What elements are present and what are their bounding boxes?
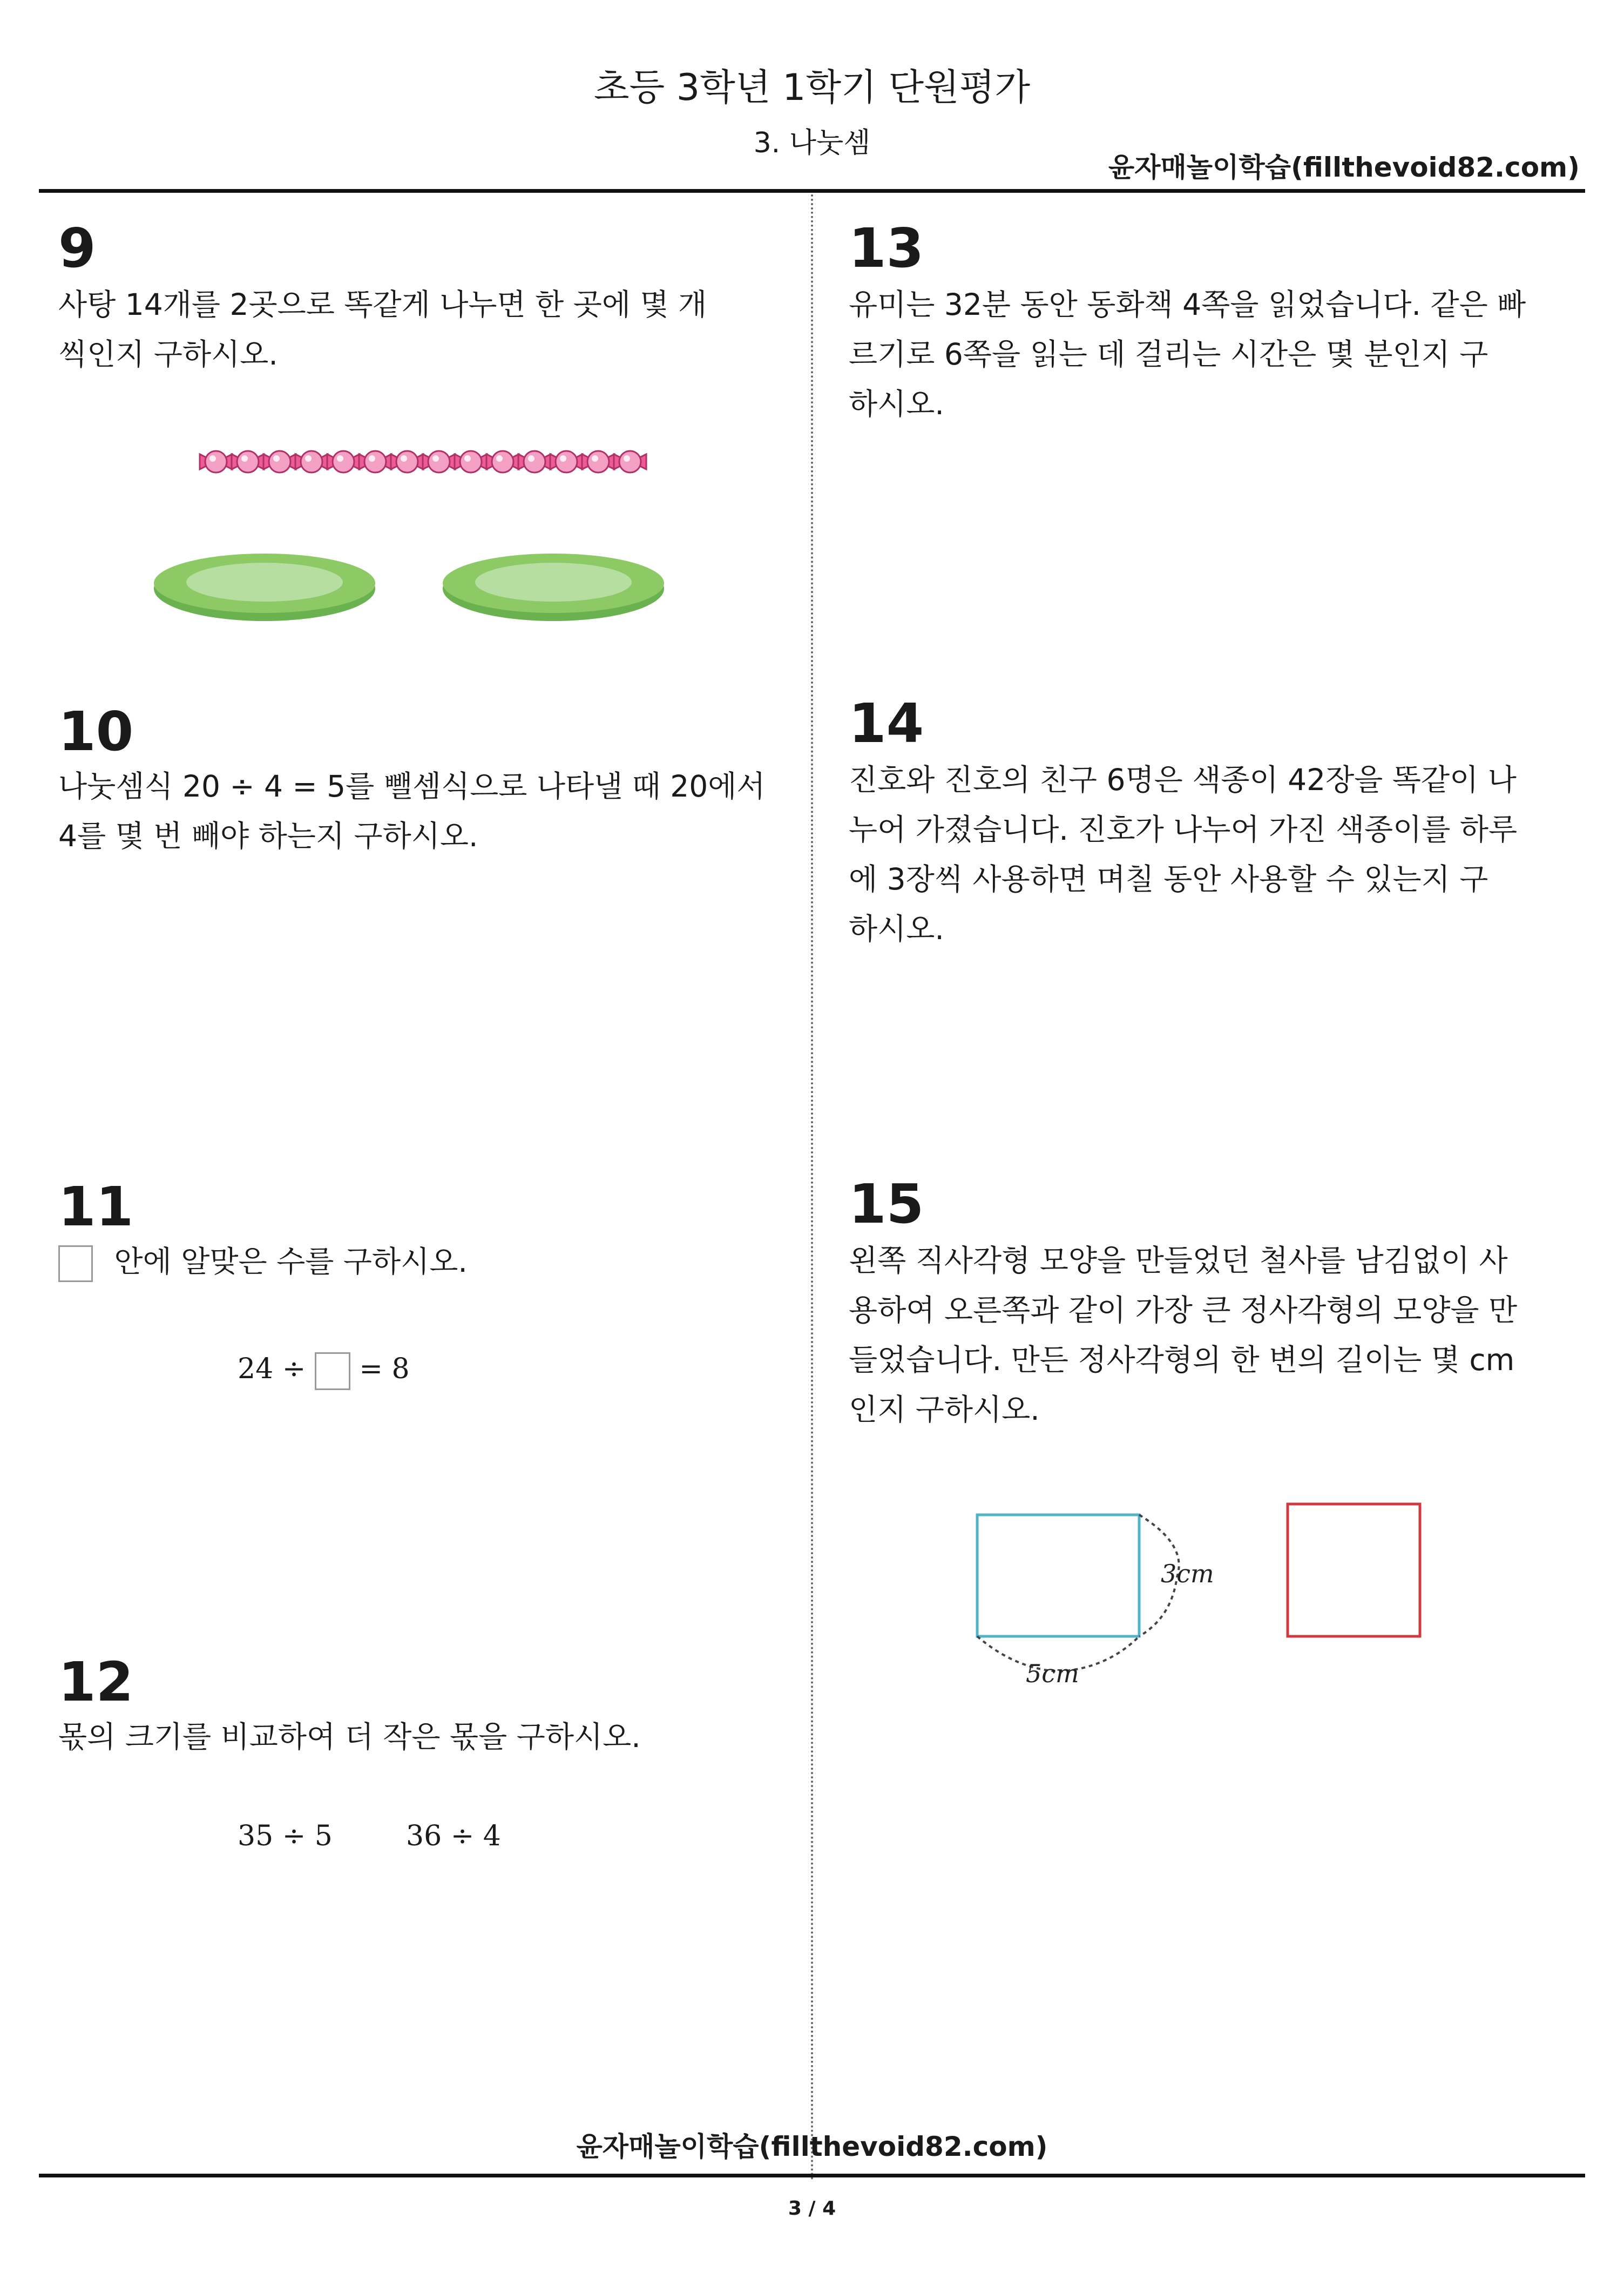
footer-rule	[39, 2174, 1585, 2177]
question-10-line: 4를 몇 번 빼야 하는지 구하시오.	[58, 819, 478, 853]
site-credit-bottom: 윤자매놀이학습(fillthevoid82.com)	[576, 2131, 1048, 2162]
plate-icon	[154, 554, 375, 621]
header-rule	[39, 189, 1585, 193]
question-15-line: 인지 구하시오.	[849, 1392, 1040, 1427]
question-10-line: 나눗셈식 20 ÷ 4 = 5를 뺄셈식으로 나타낼 때 20에서	[58, 769, 766, 804]
expression-a: 35 ÷ 5	[238, 1820, 333, 1852]
rectangle-square-figure	[961, 1491, 1447, 1707]
rectangle-shape	[977, 1515, 1139, 1636]
question-11-text	[58, 1237, 768, 1286]
question-9-text	[58, 280, 768, 379]
candy-icon	[486, 451, 519, 473]
question-number-13: 13	[849, 217, 924, 280]
question-14-line: 진호와 진호의 친구 6명은 색종이 42장을 똑같이 나	[849, 763, 1517, 797]
candy-icon	[423, 451, 455, 473]
plate-icon	[443, 554, 664, 621]
question-14-line: 누어 가졌습니다. 진호가 나누어 가진 색종이를 하루	[849, 812, 1518, 847]
question-9-line: 사탕 14개를 2곳으로 똑같게 나누면 한 곳에 몇 개	[58, 287, 707, 322]
candy-icon	[359, 451, 391, 473]
question-14-text	[849, 755, 1559, 954]
page-title: 초등 3학년 1학기 단원평가	[593, 66, 1031, 109]
question-15-line: 왼쪽 직사각형 모양을 만들었던 철사를 남김없이 사	[849, 1243, 1508, 1278]
expression-right: = 8	[359, 1353, 410, 1385]
answer-box-icon	[58, 1245, 93, 1282]
question-13-line: 하시오.	[849, 387, 944, 421]
question-15-line: 용하여 오른쪽과 같이 가장 큰 정사각형의 모양을 만	[849, 1293, 1518, 1327]
plates	[151, 545, 680, 626]
candy-icon	[550, 451, 583, 473]
question-13-line: 유미는 32분 동안 동화책 4쪽을 읽었습니다. 같은 빠	[849, 287, 1526, 322]
candy-icon	[200, 451, 232, 473]
square-shape	[1288, 1504, 1420, 1636]
candy-row	[194, 437, 659, 486]
answer-box-icon	[315, 1352, 350, 1390]
question-number-11: 11	[58, 1175, 134, 1238]
question-15-text	[849, 1236, 1559, 1434]
question-14-line: 하시오.	[849, 912, 944, 946]
site-credit-top: 윤자매놀이학습(fillthevoid82.com)	[1108, 152, 1580, 183]
question-number-14: 14	[849, 692, 924, 755]
question-15-line: 들었습니다. 만든 정사각형의 한 변의 길이는 몇 cm	[849, 1343, 1515, 1377]
column-divider	[811, 194, 813, 2182]
expression-b: 36 ÷ 4	[406, 1820, 501, 1852]
question-number-9: 9	[58, 217, 96, 280]
candy-icon	[518, 451, 551, 473]
question-11-line: 안에 알맞은 수를 구하시오.	[114, 1244, 468, 1279]
candy-icon	[295, 451, 328, 473]
question-13-text	[849, 280, 1559, 429]
question-number-12: 12	[58, 1650, 134, 1714]
page-number: 3 / 4	[788, 2197, 836, 2220]
question-12-text	[58, 1712, 768, 1762]
question-13-line: 르기로 6쪽을 읽는 데 걸리는 시간은 몇 분인지 구	[849, 337, 1488, 372]
question-9-line: 씩인지 구하시오.	[58, 337, 278, 372]
candy-icon	[232, 451, 264, 473]
candy-icon	[582, 451, 614, 473]
candy-icon	[391, 451, 423, 473]
height-label: 3cm	[1161, 1559, 1214, 1588]
question-12-line: 몫의 크기를 비교하여 더 작은 몫을 구하시오.	[58, 1719, 641, 1754]
question-11-expression	[238, 1350, 410, 1390]
question-number-10: 10	[58, 700, 134, 763]
unit-subtitle: 3. 나눗셈	[753, 127, 871, 159]
expression-left: 24 ÷	[238, 1353, 306, 1385]
candy-icon	[614, 451, 646, 473]
question-number-15: 15	[849, 1172, 924, 1236]
width-label: 5cm	[1026, 1659, 1079, 1688]
question-14-line: 에 3장씩 사용하면 며칠 동안 사용할 수 있는지 구	[849, 862, 1488, 896]
candy-icon	[263, 451, 296, 473]
candy-icon	[327, 451, 360, 473]
candy-icon	[455, 451, 487, 473]
question-10-text	[58, 761, 768, 861]
